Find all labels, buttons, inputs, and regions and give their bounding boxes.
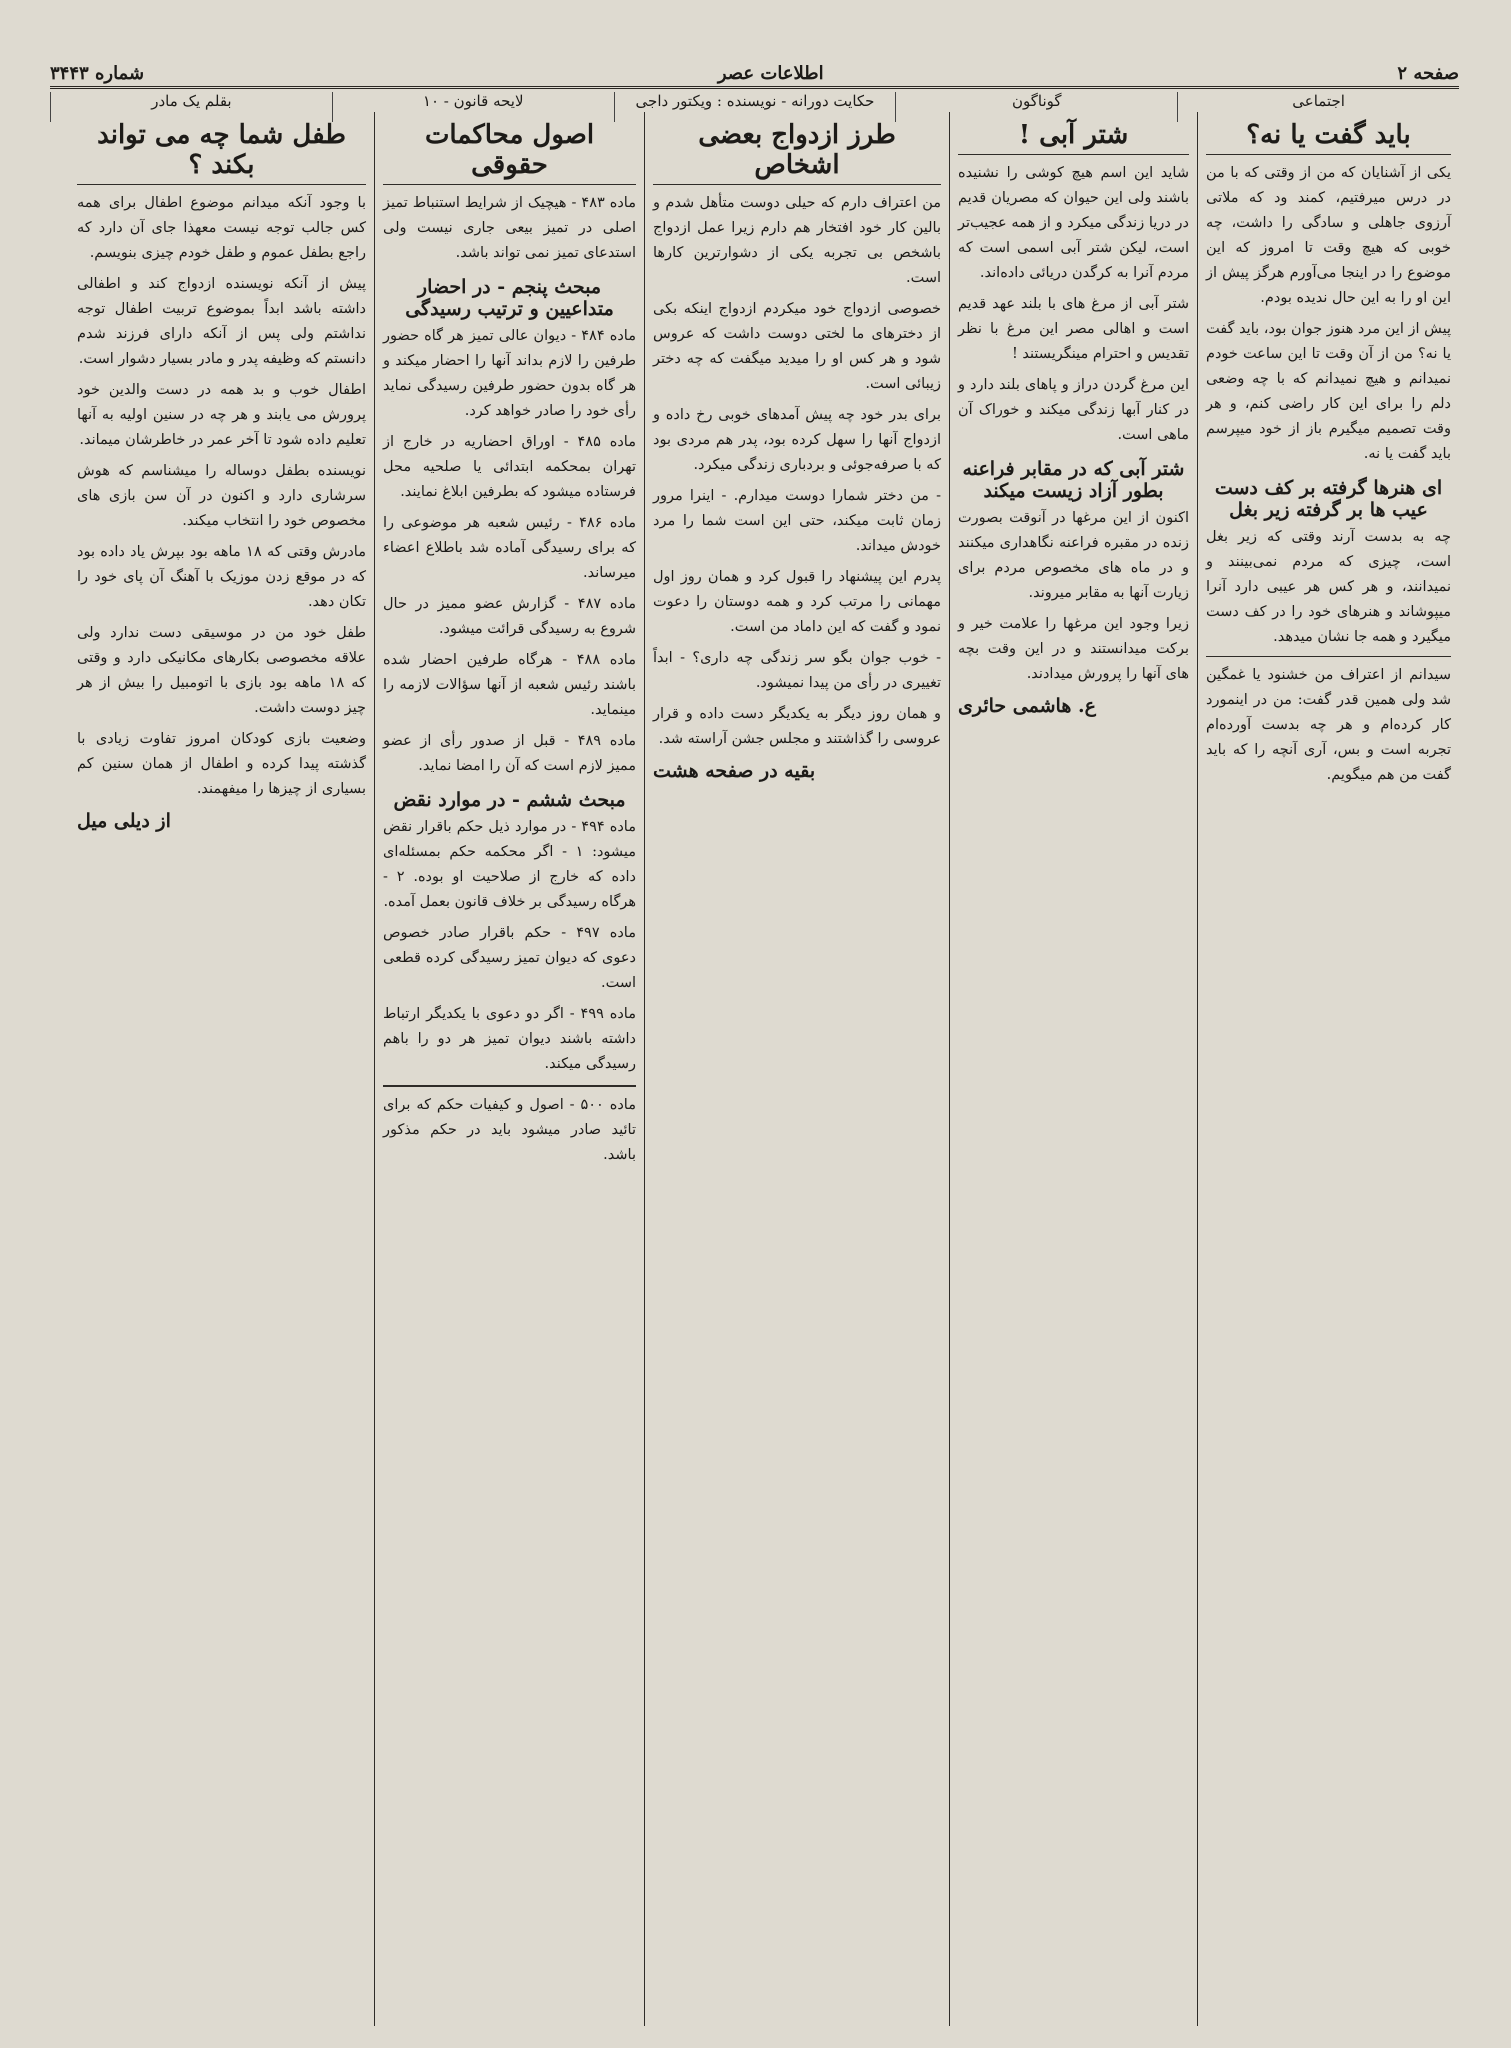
paragraph: شتر آبی از مرغ های با بلند عهد قدیم است و اهالی مصر این مرغ با نظر تقدیس و احترام مینگریستند ! bbox=[958, 296, 1189, 362]
article-title: باید گفت یا نه؟ bbox=[1206, 120, 1451, 155]
masthead bbox=[50, 60, 1459, 89]
paragraph: اکنون از این مرغها در آنوقت بصورت زنده در مقبره فراعنه نگاهداری میکنند و در ماه های مخصوص مردم برای زیارت آنها به مقابر میروند. bbox=[958, 510, 1189, 601]
paragraph: ماده ۴۸۳ - هیچیک از شرایط استنباط تمیز اصلی در تمیز بیعی جاری نیست ولی استدعای تمیز نمی تواند باشد. bbox=[383, 195, 636, 261]
subheading: ای هنرها گرفته بر کف دست عیب ها بر گرفته زیر بغل bbox=[1214, 477, 1443, 521]
paragraph: زیرا وجود این مرغها را علامت خیر و برکت میدانستند و در این وقت بچه های آنها را پرورش میدادند. bbox=[958, 616, 1189, 682]
author-signature: ع. هاشمی حائری bbox=[958, 695, 1096, 717]
paragraph: ماده ۴۸۷ - گزارش عضو ممیز در حال شروع به رسیدگی قرائت میشود. bbox=[383, 596, 636, 637]
paragraph: ماده ۴۸۵ - اوراق احضاریه در خارج از تهران بمحکمه ابتدائی یا صلحیه محل فرستاده میشود که بطرفین ابلاغ نمایند. bbox=[383, 434, 636, 500]
paragraph: نویسنده بطفل دوساله را میشناسم که هوش سرشاری دارد و اکنون در آن سن بازی های مخصوص خود را انتخاب میکند. bbox=[77, 463, 366, 529]
paragraph: پیش از آنکه نویسنده ازدواج کند و اطفالی داشته باشد ابداً بموضوع تربیت اطفال توجه نداشتم ولی پس از آنکه دارای فرزند شدم دانستم که وظیفه پدر و مادر بسیار دشوار است. bbox=[77, 276, 366, 367]
section-story: حکایت دورانه - نویسنده : ویکتور داجی bbox=[614, 92, 896, 122]
newspaper-title: اطلاعات عصر bbox=[717, 62, 824, 84]
paragraph: ماده ۵۰۰ - اصول و کیفیات حکم که برای تائید صادر میشود باید در حکم مذکور باشد. bbox=[383, 1097, 636, 1163]
article-title: طرز ازدواج بعضی اشخاص bbox=[653, 120, 941, 185]
section-parent: بقلم یک مادر bbox=[50, 92, 332, 122]
subheading: مبحث ششم - در موارد نقض bbox=[393, 789, 626, 811]
paragraph: من اعتراف دارم که حیلی دوست متأهل شدم و بالین کار خود افتخار هم دارم زیرا عمل ازدواج باشخص بی تجربه یکی از دشوارترین کارها است. bbox=[653, 195, 941, 286]
paragraph: پیش از این مرد هنوز جوان بود، باید گفت یا نه؟ من از آن وقت تا این ساعت خودم نمیدانم و هیچ نمیدانم که با چه وضعی دلم را برای این کار راضی کنم، و هر وقت تصمیم میگیرم باز از خود میپرسم باید گفت یا نه. bbox=[1205, 321, 1451, 462]
section-misc: گوناگون bbox=[895, 92, 1177, 122]
paragraph: برای بدر خود چه پیش آمدهای خوبی رخ داده و ازدواج آنها را سهل کرده بود، پدر هم مردی بود که با صرفه‌جوئی و بردباری زندگی میکرد. bbox=[653, 407, 941, 473]
subheading: شتر آبی که در مقابر فراعنه بطور آزاد زیست میکند bbox=[962, 458, 1185, 502]
paragraph: ماده ۴۹۹ - اگر دو دعوی با یکدیگر ارتباط داشته باشند دیوان تمیز هر دو را باهم رسیدگی میکند. bbox=[383, 1006, 636, 1072]
column-child bbox=[69, 112, 374, 2026]
paragraph: شاید این اسم هیچ کوشی را نشنیده باشند ولی این حیوان که مصریان قدیم در دریا زندگی میکرد و از همه عجیب‌تر است، لیکن شتر آبی اسمی است که مردم آنرا به کرگدن دریائی داده‌اند. bbox=[958, 165, 1189, 281]
paragraph: با وجود آنکه میدانم موضوع اطفال برای همه کس جالب توجه نیست معهذا جای آن دارد که راجع بطفل عموم و طفل خودم چیزی بنویسم. bbox=[77, 195, 366, 261]
article-title: اصول محاکمات حقوقی bbox=[383, 120, 636, 185]
paragraph: چه به بدست آرند وقتی که زیر بغل است، چیزی که مردم نمی‌بینند و نمیدانند، و هر کس هر عیبی دارد آنرا میپوشاند و هنرهای خود را در کف دست میگیرد و همه جا نشان میدهد. bbox=[1206, 529, 1451, 645]
paragraph: اطفال خوب و بد همه در دست والدین خود پرورش می یابند و هر چه در سنین اولیه به آنها تعلیم داده شود تا آخر عمر در خاطرشان میماند. bbox=[77, 382, 366, 448]
paragraph: ماده ۴۸۴ - دیوان عالی تمیز هر گاه حضور طرفین را لازم بداند آنها را احضار میکند و هر گاه بدون حضور طرفین رسیدگی نماید رأی خود را صادر خواهد کرد. bbox=[383, 328, 636, 419]
paragraph: و همان روز دیگر به یکدیگر دست داده و قرار عروسی را گذاشتند و مجلس جشن آراسته شد. bbox=[653, 706, 941, 747]
column-should-say bbox=[1197, 112, 1459, 2026]
paragraph: ماده ۴۸۸ - هرگاه طرفین احضار شده باشند رئیس شعبه از آنها سؤالات لازمه را مینماید. bbox=[383, 652, 636, 718]
source-signature: از دیلی میل bbox=[77, 810, 171, 832]
paragraph: ماده ۴۹۷ - حکم باقرار صادر خصوص دعوی که دیوان تمیز رسیدگی کرده قطعی است. bbox=[383, 925, 636, 991]
section-law: لایحه قانون - ۱۰ bbox=[332, 92, 614, 122]
divider bbox=[1206, 656, 1451, 657]
continued-note: بقیه در صفحه هشت bbox=[653, 760, 816, 782]
paragraph: ماده ۴۸۹ - قبل از صدور رأی از عضو ممیز لازم است که آن را امضا نماید. bbox=[383, 733, 636, 774]
paragraph: مادرش وقتی که ۱۸ ماهه بود بپرش یاد داده بود که در موقع زدن موزیک با آهنگ آن پای خود را تکان دهد. bbox=[77, 544, 366, 610]
article-columns bbox=[50, 112, 1459, 2026]
paragraph: ماده ۴۹۴ - در موارد ذیل حکم باقرار نقض میشود: ۱ - اگر محکمه حکم بمسئله‌ای داده که خارج از صلاحیت او بوده. ۲ - هرگاه رسیدگی بر خلاف قانون بعمل آمده. bbox=[383, 819, 636, 910]
column-marriage bbox=[644, 112, 949, 2026]
article-title: طفل شما چه می تواند بکند ؟ bbox=[77, 120, 366, 185]
paragraph: ماده ۴۸۶ - رئیس شعبه هر موضوعی را که برای رسیدگی آماده شد باطلاع اعضاء میرساند. bbox=[383, 515, 636, 581]
issue-number: شماره ۳۴۴۳ bbox=[50, 62, 145, 84]
article-title: شتر آبی ! bbox=[958, 120, 1189, 155]
paragraph: - خوب جوان بگو سر زندگی چه داری؟ - ابداً تغییری در رأی من پیدا نمیشود. bbox=[653, 650, 941, 691]
paragraph: خصوصی ازدواج خود میکردم ازدواج اینکه بکی از دخترهای ما لختی دوست داشت که عروس شود و هر کس او را میدید میگفت که چه دختر زیبائی است. bbox=[653, 301, 941, 392]
section-social: اجتماعی bbox=[1177, 92, 1459, 122]
paragraph: وضعیت بازی کودکان امروز تفاوت زیادی با گذشته پیدا کرده و اطفال از همان سنین کم بسیاری از چیزها را میفهمند. bbox=[77, 731, 366, 797]
paragraph: پدرم این پیشنهاد را قبول کرد و همان روز اول مهمانی را مرتب کرد و همه دوستان را دعوت نمود و گفت که این داماد من است. bbox=[653, 569, 941, 635]
paragraph: سیدانم از اعتراف من خشنود یا غمگین شد ولی همین قدر گفت: من در اینمورد کار کرده‌ام و هر چه بدست آورده‌ام تجربه است و بس، آری آنچه را که باید گفت من هم میگویم. bbox=[1206, 667, 1451, 783]
page-number: صفحه ۲ bbox=[1397, 62, 1459, 84]
paragraph: طفل خود من در موسیقی دست ندارد ولی علاقه مخصوصی بکارهای مکانیکی دارد و وقتی که ۱۸ ماهه بود بازی با اتومبیل را بیش از هر چیز دوست داشت. bbox=[77, 625, 366, 716]
column-law bbox=[374, 112, 644, 2026]
subheading: مبحث پنجم - در احضار متداعیین و ترتیب رسیدگی bbox=[405, 276, 614, 320]
paragraph: - من دختر شمارا دوست میدارم. - اینرا مرور زمان ثابت میکند، حتی این است شما را مرد خودش میداند. bbox=[653, 488, 941, 554]
bottom-box bbox=[383, 1085, 636, 1168]
paragraph: این مرغ گردن دراز و پاهای بلند دارد و در کنار آبها زندگی میکند و خوراک آن ماهی است. bbox=[958, 377, 1189, 443]
column-water-camel bbox=[949, 112, 1197, 2026]
paragraph: یکی از آشنایان که من از وقتی که با من در درس میرفتیم، کمند ود که ملاتی آرزوی جاهلی و سادگی را داشت، چه خوبی که هیچ وقت تا امروز که این موضوع را در اینجا می‌آورم هرگز پیش از این او را به این حال ندیده بودم. bbox=[1206, 165, 1451, 306]
